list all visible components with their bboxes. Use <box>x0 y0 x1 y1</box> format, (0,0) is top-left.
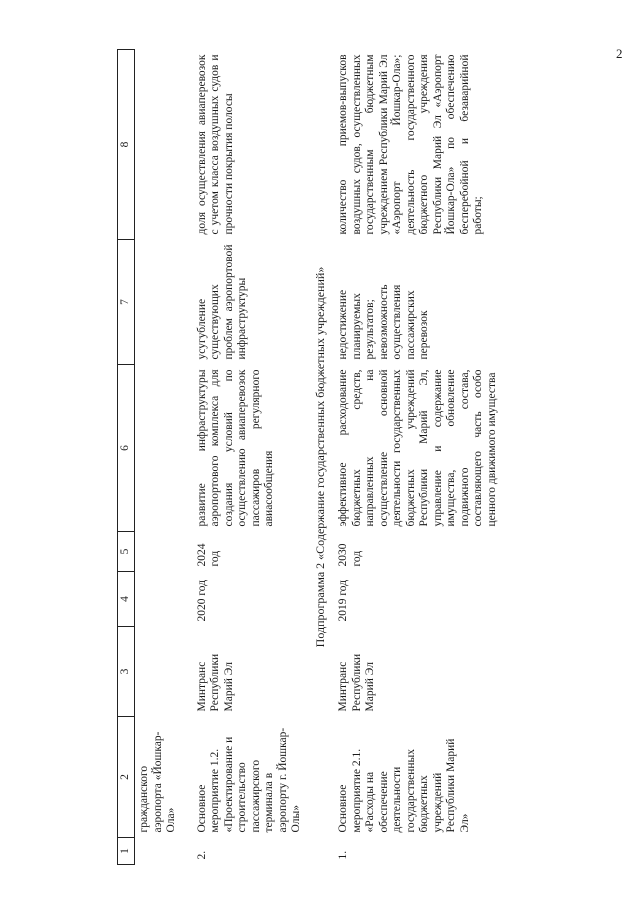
cell-consequences: усугубление существующих проблем аэропортовой инфраструктуры <box>195 244 248 360</box>
cell-result: развитие инфраструктуры аэропортового комплекса для создания условий по осуществлению авиаперевозок пассажиров регулярного авиасообщения <box>195 369 275 527</box>
cell-indicator: доля осуществления авиаперевозок с учетом класса воздушных судов и прочности покрытия полосы <box>195 54 235 235</box>
subprogram-title: Подпрограмма 2 «Содержание государственных бюджетных учреждений» <box>312 266 327 648</box>
table-row <box>135 50 182 865</box>
table-row <box>182 50 307 865</box>
column-header: 5 <box>118 532 135 572</box>
column-header: 7 <box>118 240 135 365</box>
cell-activity: гражданского аэропорта «Йошкар-Ола» <box>138 731 177 833</box>
column-header: 4 <box>118 572 135 627</box>
cell-activity: Основное мероприятие 2.1. «Расходы на обеспечение деятельности государственных бюджетных учреждений Республики Марий Эл» <box>337 738 471 833</box>
cell-number: 1. <box>337 850 349 860</box>
cell-indicator: количество приемов-выпусков воздушных судов, осуществленных государственным бюджетным учреждением Республики Марий Эл «Аэропорт Йошкар-Ола»; деятельность государственного бюджетного учреждения Республики Марий Эл «Аэропорт Йошкар-Ола» по обеспечению бесперебойной и безаварийной работы; <box>337 54 484 235</box>
cell-number: 2. <box>195 850 208 860</box>
cell-consequences <box>135 240 182 365</box>
cell-executor <box>135 627 182 717</box>
column-header: 2 <box>118 717 135 838</box>
column-number-row <box>118 50 135 865</box>
cell-executor: Минтранс Республики Марий Эл <box>195 653 235 712</box>
cell-executor: Минтранс Республики Марий Эл <box>337 653 376 712</box>
cell-end: 2024 год <box>195 543 221 567</box>
cell-number <box>135 838 182 865</box>
cell-consequences: недостижение планируемых результатов; невозможность осуществления пассажирских перевозок <box>337 284 430 360</box>
cell-end: 2030 год <box>337 543 363 567</box>
cell-start: 2020 год <box>195 579 208 622</box>
page-number: 2 <box>616 46 623 61</box>
cell-start <box>135 572 182 627</box>
cell-indicator <box>135 50 182 240</box>
cell-activity: Основное мероприятие 1.2. «Проектирование и строительство пассажирского терминала в аэропорту г. Йошкар-Олы» <box>195 727 302 833</box>
column-header: 1 <box>118 838 135 865</box>
table-row <box>334 50 502 865</box>
cell-end <box>135 532 182 572</box>
cell-result <box>135 365 182 532</box>
column-header: 3 <box>118 627 135 717</box>
cell-result: эффективное расходование бюджетных средств, направленных на осуществление основной деятельности государственных бюджетных учреждений Республики Марий Эл, управление и содержание имущества, обновление подвижного состава, составляющего часть особо ценного движимого имущества <box>337 369 498 527</box>
column-header: 6 <box>118 365 135 532</box>
subprogram-row <box>307 50 335 865</box>
program-activities-table <box>117 49 502 865</box>
column-header: 8 <box>118 50 135 240</box>
cell-start: 2019 год <box>337 579 349 622</box>
rotated-table-page <box>117 50 571 865</box>
